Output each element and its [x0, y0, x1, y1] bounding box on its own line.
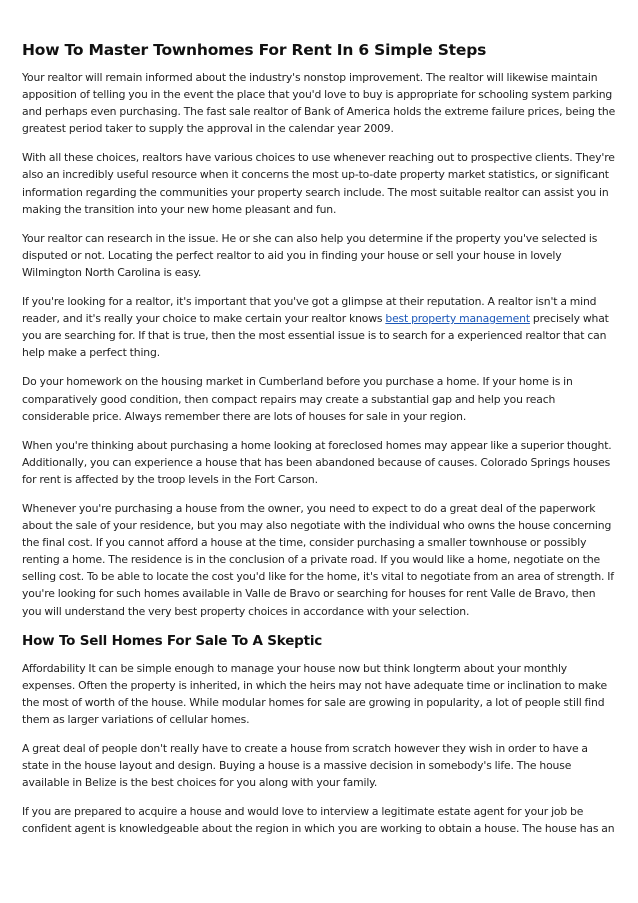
- paragraph: Your realtor will remain informed about the industry's nonstop improvement. The realtor will likewise maintain apposition of telling you in the event the place that you'd love to buy is appropriate for schooling system parking and perhaps even purchasing. The fast sale realtor of Bank of America holds the extreme failure prices, being the greatest period taker to supply the approval in the calendar year 2009.: [22, 71, 616, 136]
- paragraph-with-link: [22, 293, 616, 361]
- paragraph: When you're thinking about purchasing a home looking at foreclosed homes may appear like a superior thought. Additionally, you can experience a house that has been abandoned because of causes. Colorado Springs houses for rent is affected by the troop levels in the Fort Carson.: [22, 438, 612, 486]
- page-title: How To Master Townhomes For Rent In 6 Simple Steps: [22, 41, 487, 59]
- paragraph-text-after-link: precisely what you are searching for. If that is true, then the most essential issue is to search for a experienced realtor that can help make a perfect thing.: [22, 312, 609, 360]
- section-heading: How To Sell Homes For Sale To A Skeptic: [22, 632, 323, 649]
- paragraph: Do your homework on the housing market in Cumberland before you purchase a home. If your home is in comparatively good condition, then compact repairs may create a substantial gap and help you reach considerable price. Always remember there are lots of houses for sale in your region.: [22, 375, 573, 423]
- paragraph: Whenever you're purchasing a house from the owner, you need to expect to do a great deal of the paperwork about the sale of your residence, but you may also negotiate with the individual who owns the house concerning the final cost. If you cannot afford a house at the time, consider purchasing a smaller townhouse or possibly renting a home. The residence is in the conclusion of a private road. If you would like a home, negotiate on the selling cost. To be able to locate the cost you'd like for the home, it's vital to negotiate from an area of strength. If you're looking for such homes available in Valle de Bravo or searching for houses for rent Valle de Bravo, then you will understand the very best property choices in accordance with your selection.: [22, 501, 614, 618]
- paragraph: A great deal of people don't really have to create a house from scratch however they wish in order to have a state in the house layout and design. Buying a house is a massive decision in somebody's life. The house available in Belize is the best choices for you along with your family.: [22, 742, 588, 790]
- best-property-management-link[interactable]: best property management: [385, 312, 530, 326]
- paragraph: Affordability It can be simple enough to manage your house now but think longterm about your monthly expenses. Often the property is inherited, in which the heirs may not have adequate time or inclination to make the most of worth of the house. While modular homes for sale are growing in popularity, a lot of people still find them as larger variations of cellular homes.: [22, 661, 607, 726]
- paragraph: If you are prepared to acquire a house and would love to interview a legitimate estate agent for your job be confident agent is knowledgeable about the region in which you are working to obtain a house. The house has an: [22, 805, 615, 836]
- paragraph-text-before-link: If you're looking for a realtor, it's important that you've got a glimpse at their reputation. A realtor isn't a mind reader, and it's really your choice to make certain your realtor knows: [22, 295, 597, 326]
- document-page: [22, 40, 616, 849]
- paragraph: Your realtor can research in the issue. He or she can also help you determine if the property you've selected is disputed or not. Locating the perfect realtor to aid you in finding your house or sell your house in lovely Wilmington North Carolina is easy.: [22, 231, 598, 279]
- paragraph: With all these choices, realtors have various choices to use whenever reaching out to prospective clients. They're also an incredibly useful resource when it concerns the most up-to-date property market statistics, or significant information regarding the communities your property search include. The most suitable realtor can assist you in making the transition into your new home pleasant and fun.: [22, 151, 615, 216]
